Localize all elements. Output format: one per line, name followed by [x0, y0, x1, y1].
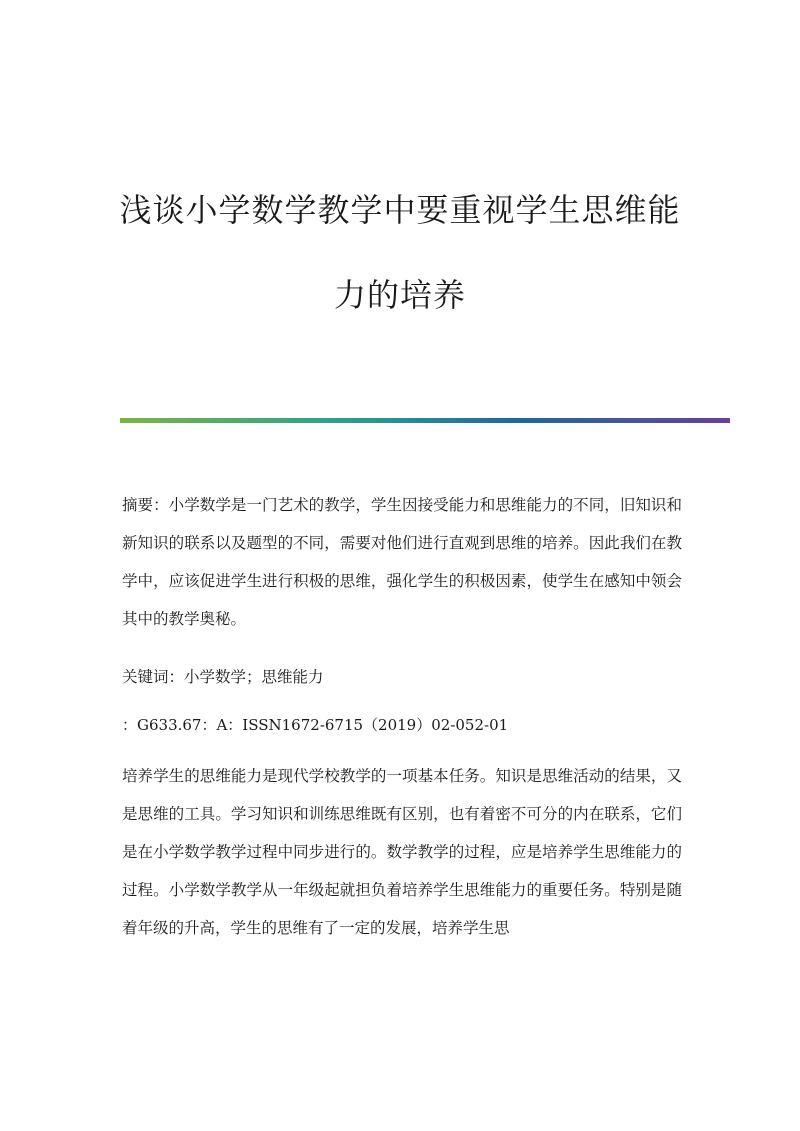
- paper-title-line-1: 浅谈小学数学教学中要重视学生思维能: [119, 191, 681, 229]
- classification-line: ：G633.67：A：ISSN1672-6715（2019）02-052-01: [122, 716, 509, 734]
- abstract-paragraph: 摘要：小学数学是一门艺术的教学，学生因接受能力和思维能力的不同，旧知识和新知识的联系以及题型的不同，需要对他们进行直观到思维的培养。因此我们在教学中，应该促进学生进行积极的思维，强化学生的积极因素，使学生在感知中领会其中的教学奥秘。: [122, 496, 682, 628]
- paper-title-line-2: 力的培养: [333, 276, 466, 314]
- title-divider: [120, 418, 730, 423]
- keywords-line: 关键词：小学数学；思维能力: [122, 668, 324, 686]
- body-paragraph: 培养学生的思维能力是现代学校教学的一项基本任务。知识是思维活动的结果，又是思维的工具。学习知识和训练思维既有区别，也有着密不可分的内在联系，它们是在小学数学教学过程中同步进行的。数学教学的过程，应是培养学生思维能力的过程。小学数学教学从一年级起就担负着培养学生思维能力的重要任务。特别是随着年级的升高，学生的思维有了一定的发展，培养学生思: [122, 767, 682, 937]
